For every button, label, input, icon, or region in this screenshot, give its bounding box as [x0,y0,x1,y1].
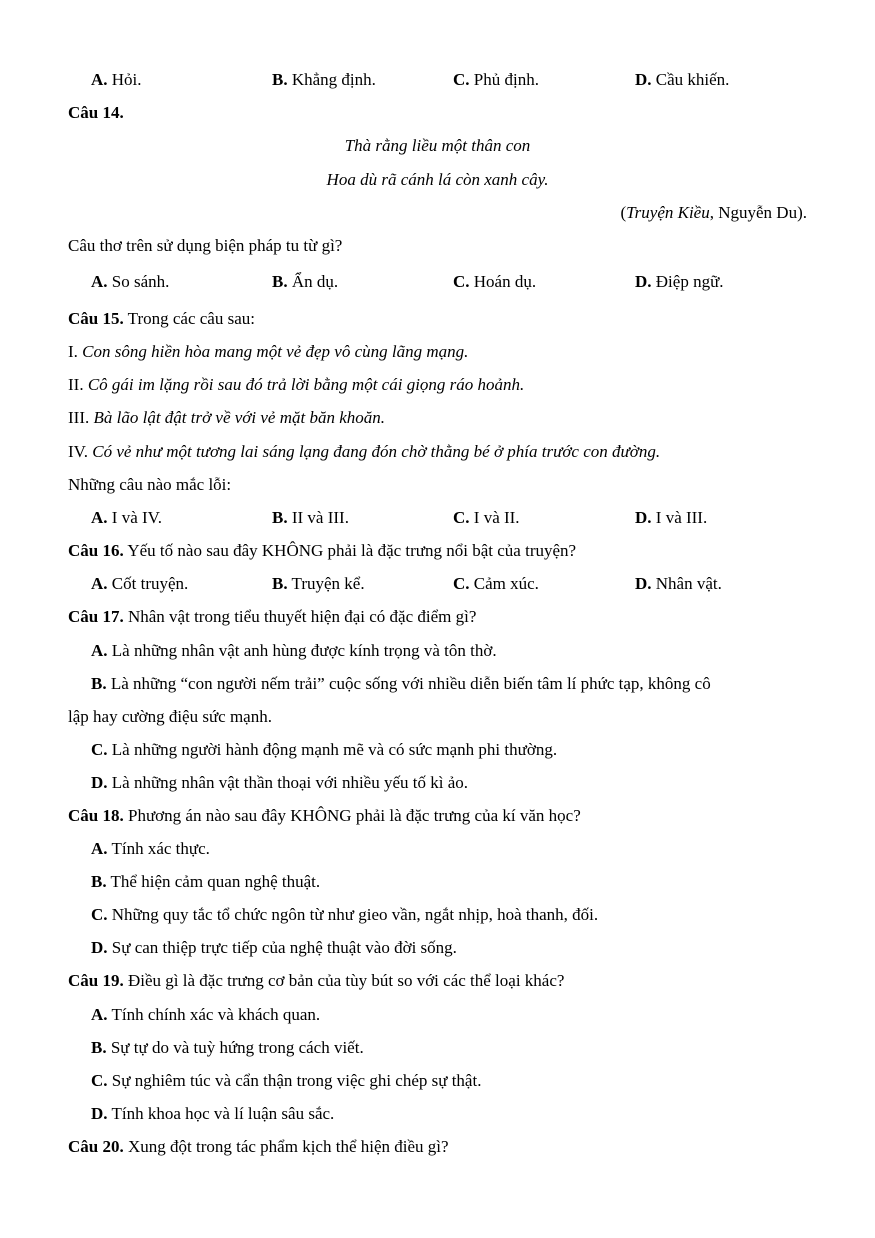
option-letter: C. [453,272,470,291]
option-text: Sự nghiêm túc và cẩn thận trong việc ghi chép sự thật. [107,1071,482,1090]
q15-item-1 [68,342,807,362]
q19-option-b [91,1038,364,1058]
option-text: Sự can thiệp trực tiếp của nghệ thuật vào đời sống. [107,938,457,957]
option-letter: A. [91,641,108,660]
option-text: II và III. [287,508,349,527]
q14-source [68,203,807,223]
question-label: Câu 20. [68,1137,124,1156]
option-letter: D. [91,1104,108,1123]
q17-option-d [91,773,468,793]
option-letter: A. [91,272,108,291]
item-number: II. [68,375,88,394]
option-text: Sự tự do và tuỳ hứng trong cách viết. [106,1038,364,1057]
option-text: Phủ định. [469,70,539,89]
q14-option-a [91,272,169,292]
q15-item-3 [68,408,807,428]
option-text: Hỏi. [107,70,142,89]
option-text: Thể hiện cảm quan nghệ thuật. [106,872,321,891]
question-text: Yếu tố nào sau đây KHÔNG phải là đặc trưng nổi bật của truyện? [123,541,577,560]
q16-option-b [272,574,365,594]
q15-option-c [453,508,520,528]
option-letter: D. [91,773,108,792]
q19-stem [68,971,807,991]
option-text: Là những “con người nếm trải” cuộc sống với nhiều diễn biến tâm lí phức tạp, không cô [106,674,711,693]
q14-option-c [453,272,536,292]
option-letter: D. [91,938,108,957]
option-letter: A. [91,574,108,593]
question-label: Câu 19. [68,971,124,990]
q18-stem [68,806,807,826]
option-letter: C. [91,740,108,759]
option-letter: C. [453,508,470,527]
q18-option-b [91,872,320,892]
option-text: I và IV. [107,508,162,527]
q18-option-a [91,839,210,859]
option-text: Nhân vật. [651,574,722,593]
question-text: Trong các câu sau: [123,309,255,328]
item-text: Cô gái im lặng rồi sau đó trả lời bằng một cái giọng ráo hoảnh. [87,375,525,394]
q16-option-d [635,574,722,594]
option-letter: D. [635,70,652,89]
q16-stem [68,541,807,561]
option-letter: C. [91,905,108,924]
q18-option-d [91,938,457,958]
option-text: So sánh. [107,272,170,291]
q16-option-a [91,574,188,594]
q13-option-c [453,70,539,90]
q14-label: Câu 14. [68,103,124,122]
item-text: Có vẻ như một tương lai sáng lạng đang đón chờ thằng bé ở phía trước con đường. [92,442,661,461]
q14-option-b [272,272,338,292]
option-text: Là những nhân vật thần thoại với nhiều yếu tố kì ảo. [107,773,469,792]
q15-stem [68,309,807,329]
q14-question: Câu thơ trên sử dụng biện pháp tu từ gì? [68,236,343,255]
q19-option-c [91,1071,481,1091]
option-text: Cốt truyện. [107,574,189,593]
q13-option-a [91,70,142,90]
q14-option-d [635,272,724,292]
question-label: Câu 17. [68,607,124,626]
q15-item-2 [68,375,807,395]
option-text: Tính xác thực. [107,839,210,858]
option-text: Là những nhân vật anh hùng được kính trọng và tôn thờ. [107,641,497,660]
option-text: Ẩn dụ. [287,272,339,291]
question-text: Điều gì là đặc trưng cơ bản của tùy bút so với các thể loại khác? [123,971,565,990]
option-text: Truyện kể. [287,574,365,593]
option-letter: C. [453,574,470,593]
option-letter: B. [91,1038,107,1057]
q17-option-b [91,674,711,694]
option-text: Những quy tắc tổ chức ngôn từ như gieo vần, ngắt nhịp, hoà thanh, đối. [107,905,599,924]
item-text: Con sông hiền hòa mang một vẻ đẹp vô cùng lãng mạng. [82,342,469,361]
q15-option-d [635,508,707,528]
q17-stem [68,607,807,627]
question-text: Xung đột trong tác phẩm kịch thể hiện điều gì? [123,1137,449,1156]
q15-option-a [91,508,162,528]
option-letter: B. [91,674,107,693]
option-text: Tính khoa học và lí luận sâu sắc. [107,1104,335,1123]
option-letter: D. [635,272,652,291]
q15-option-b [272,508,349,528]
option-letter: C. [91,1071,108,1090]
option-letter: A. [91,839,108,858]
option-letter: A. [91,70,108,89]
q20-stem [68,1137,807,1157]
option-letter: B. [272,70,288,89]
q19-option-a [91,1005,320,1025]
option-text: I và III. [651,508,708,527]
option-letter: B. [272,574,288,593]
question-label: Câu 15. [68,309,124,328]
question-label: Câu 16. [68,541,124,560]
option-text: Là những người hành động mạnh mẽ và có sức mạnh phi thường. [107,740,558,759]
q16-option-c [453,574,539,594]
option-letter: B. [91,872,107,891]
q17-option-b-continuation: lập hay cường điệu sức mạnh. [68,707,272,726]
question-text: Nhân vật trong tiểu thuyết hiện đại có đặc điểm gì? [123,607,477,626]
q14-poem-line-2: Hoa dù rã cánh lá còn xanh cây. [326,170,549,189]
q19-option-d [91,1104,334,1124]
option-text: Khẳng định. [287,70,376,89]
option-letter: C. [453,70,470,89]
item-number: I. [68,342,83,361]
option-text: Điệp ngữ. [651,272,724,291]
q15-question: Những câu nào mắc lỗi: [68,475,232,494]
option-text: Hoán dụ. [469,272,537,291]
q14-poem-line-1: Thà rằng liều một thân con [344,136,531,155]
source-author: , Nguyễn Du). [709,203,807,222]
question-text: Phương án nào sau đây KHÔNG phải là đặc trưng của kí văn học? [123,806,581,825]
option-text: Cảm xúc. [469,574,539,593]
option-text: I và II. [469,508,520,527]
source-title: Truyện Kiều [626,203,710,222]
option-text: Tính chính xác và khách quan. [107,1005,321,1024]
q13-option-d [635,70,729,90]
item-number: III. [68,408,94,427]
question-label: Câu 18. [68,806,124,825]
option-letter: D. [635,574,652,593]
item-number: IV. [68,442,93,461]
option-letter: B. [272,272,288,291]
option-letter: D. [635,508,652,527]
option-letter: B. [272,508,288,527]
item-text: Bà lão lật đật trở về với vẻ mặt băn khoăn. [93,408,385,427]
option-letter: A. [91,508,108,527]
option-letter: A. [91,1005,108,1024]
source-paren: ( [620,203,627,222]
q17-option-c [91,740,557,760]
option-text: Cầu khiến. [651,70,730,89]
q15-item-4 [68,442,807,462]
q18-option-c [91,905,598,925]
q17-option-a [91,641,497,661]
q13-option-b [272,70,376,90]
